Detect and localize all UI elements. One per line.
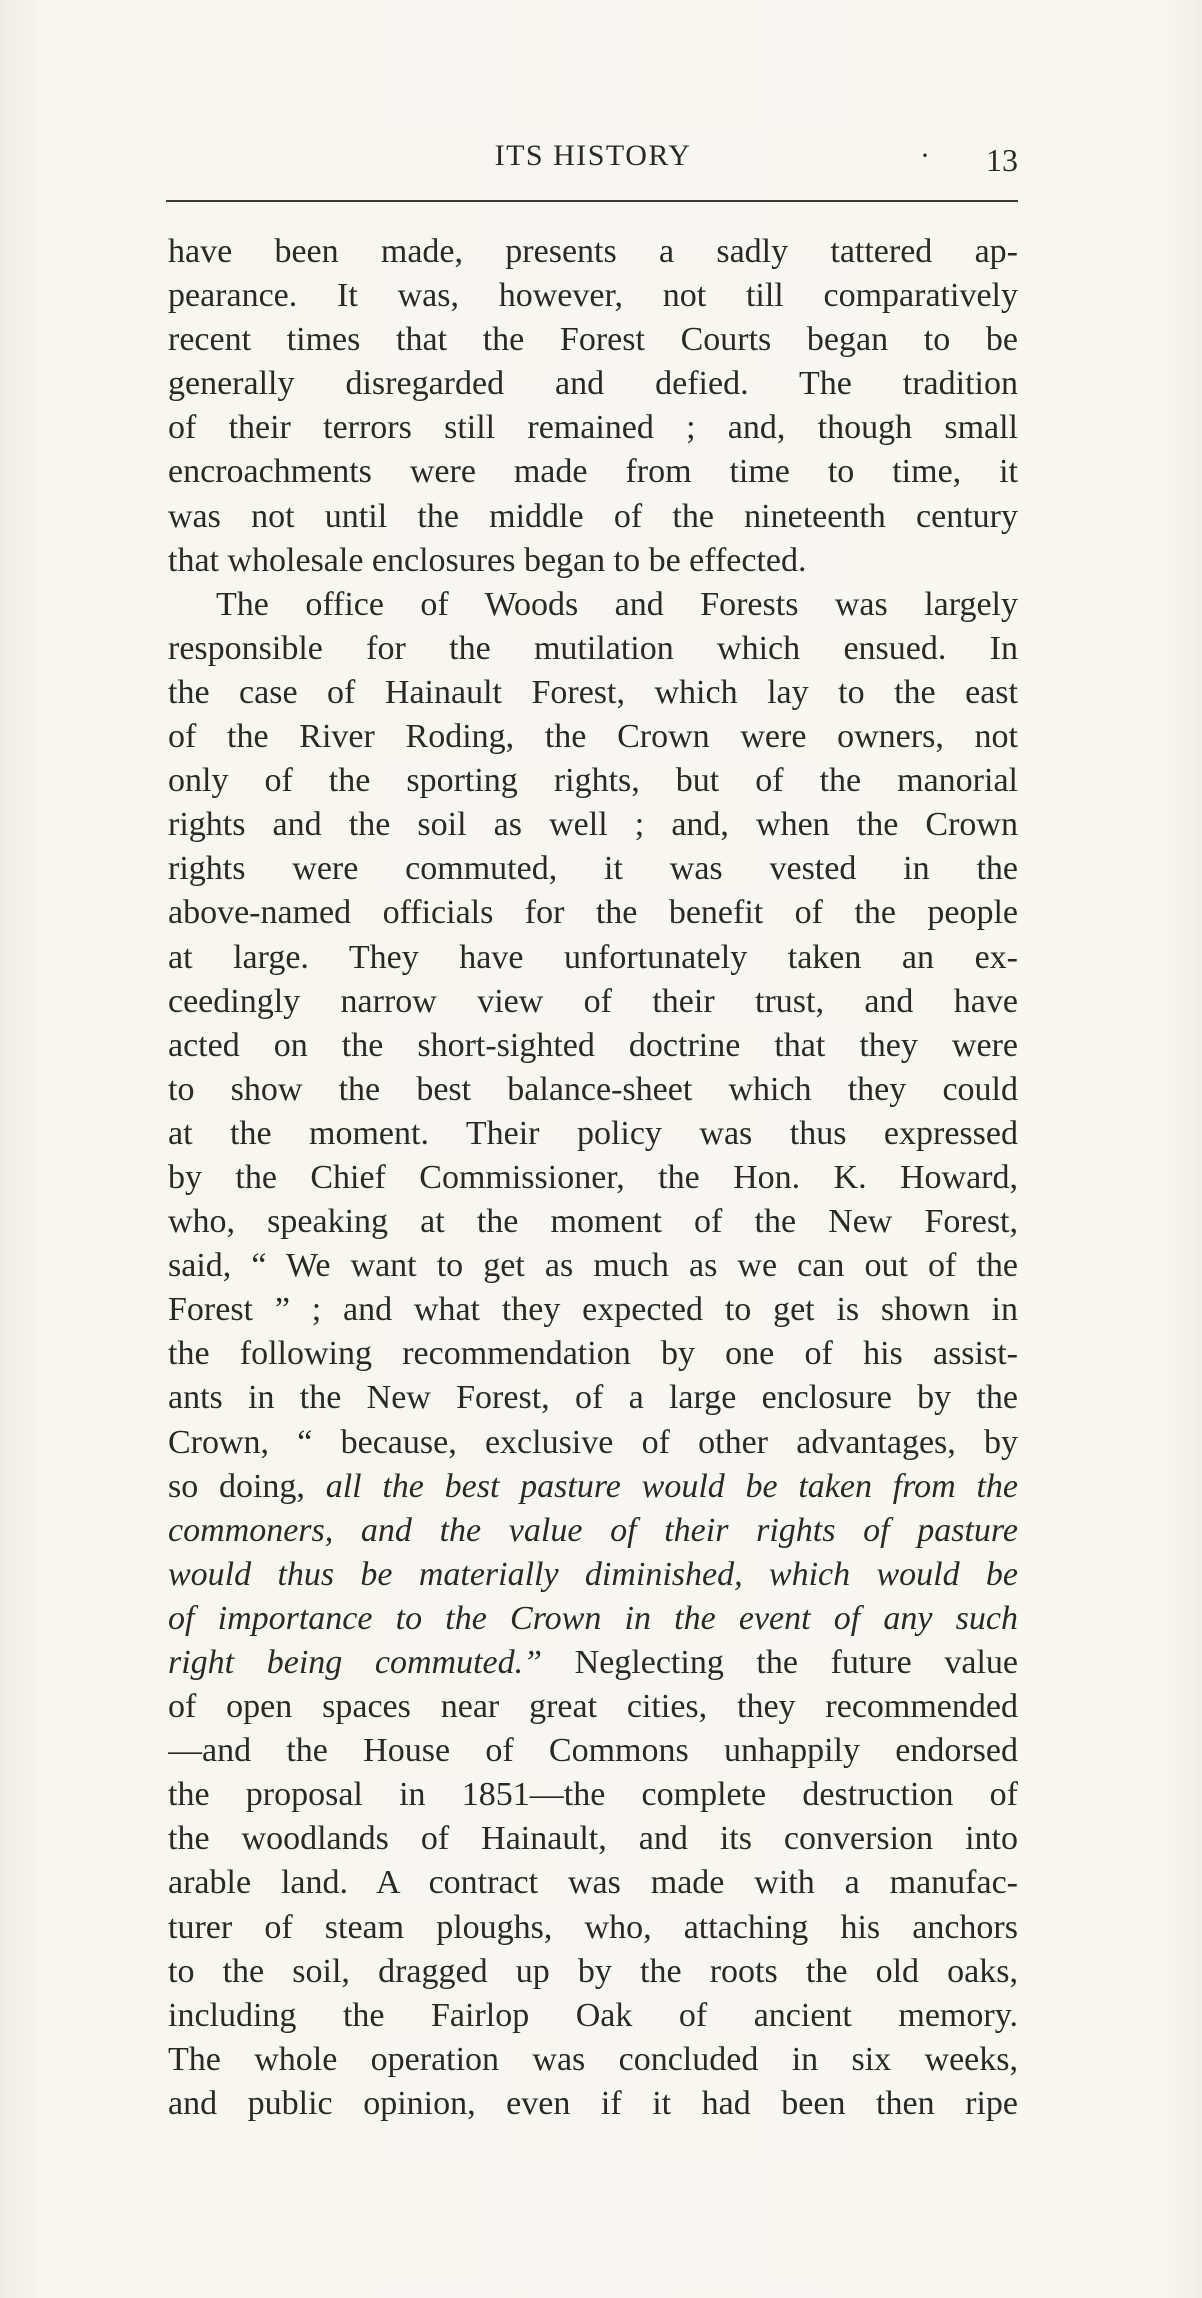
italic-quote: all the best pasture would be taken from the — [325, 1467, 1018, 1505]
text-line: rights were commuted, it was vested in the — [168, 850, 1018, 888]
text-line: The office of Woods and Forests was largely — [216, 585, 1018, 623]
text-fragment: Neglecting the future value — [574, 1644, 1018, 1681]
text-line: of open spaces near great cities, they recommended — [168, 1688, 1018, 1726]
italic-quote: right being commuted.” — [168, 1644, 543, 1681]
text-line-italic — [168, 1509, 1018, 1553]
text-line: at the moment. Their policy was thus expressed — [168, 1114, 1018, 1152]
text-line: Crown, “ because, exclusive of other advantages, by — [168, 1423, 1018, 1461]
text-line-mixed — [168, 1641, 1018, 1685]
text-line-italic — [168, 1553, 1018, 1597]
text-line-mixed — [168, 1465, 1018, 1509]
running-head-title: ITS HISTORY — [494, 139, 692, 172]
text-line: who, speaking at the moment of the New Forest, — [168, 1203, 1018, 1241]
text-line: recent times that the Forest Courts began to be — [168, 321, 1018, 359]
text-line: turer of steam ploughs, who, attaching his anchors — [168, 1908, 1018, 1946]
running-head — [168, 136, 1018, 176]
text-line: was not until the middle of the nineteenth century — [168, 497, 1018, 535]
text-line: ants in the New Forest, of a large enclosure by the — [168, 1379, 1018, 1417]
italic-quote: of importance to the Crown in the event of any such — [168, 1599, 1018, 1637]
text-line: arable land. A contract was made with a manufac- — [168, 1864, 1018, 1902]
running-head-separator: · — [920, 139, 930, 172]
text-line: the case of Hainault Forest, which lay to the east — [168, 673, 1018, 711]
text-line: said, “ We want to get as much as we can out of the — [168, 1247, 1018, 1285]
text-line: —and the House of Commons unhappily endorsed — [168, 1732, 1018, 1770]
text-line: ceedingly narrow view of their trust, and have — [168, 982, 1018, 1020]
text-line: the proposal in 1851—the complete destruction of — [168, 1776, 1018, 1814]
text-line: including the Fairlop Oak of ancient memory. — [168, 1996, 1018, 2034]
text-line-italic — [168, 1597, 1018, 1641]
text-line: to the soil, dragged up by the roots the old oaks, — [168, 1952, 1018, 1990]
text-line: the following recommendation by one of his assist- — [168, 1335, 1018, 1373]
text-line: of their terrors still remained ; and, though small — [168, 409, 1018, 447]
italic-quote: would thus be materially diminished, which would be — [168, 1555, 1018, 1593]
text-line: have been made, presents a sadly tattered ap- — [168, 233, 1018, 270]
text-line: and public opinion, even if it had been then ripe — [168, 2084, 1018, 2122]
text-line: Forest ” ; and what they expected to get is shown in — [168, 1291, 1018, 1329]
text-line: at large. They have unfortunately taken an ex- — [168, 938, 1018, 976]
text-line: acted on the short-sighted doctrine that they were — [168, 1026, 1018, 1064]
text-line: by the Chief Commissioner, the Hon. K. Howard, — [168, 1158, 1018, 1196]
text-line: to show the best balance-sheet which they could — [168, 1070, 1018, 1108]
text-line: encroachments were made from time to time, it — [168, 453, 1018, 491]
text-fragment: so doing, — [168, 1467, 305, 1505]
header-rule — [166, 200, 1018, 202]
text-line: only of the sporting rights, but of the manorial — [168, 762, 1018, 800]
text-line: rights and the soil as well ; and, when the Crown — [168, 806, 1018, 844]
text-line: that wholesale enclosures began to be effected. — [168, 541, 807, 579]
text-line: pearance. It was, however, not till comparatively — [168, 277, 1018, 315]
body-text — [168, 230, 1018, 2126]
text-line: The whole operation was concluded in six weeks, — [168, 2040, 1018, 2078]
text-line: generally disregarded and defied. The tradition — [168, 365, 1018, 403]
text-line: of the River Roding, the Crown were owners, not — [168, 718, 1018, 756]
page-number: 13 — [986, 142, 1018, 178]
text-line: responsible for the mutilation which ensued. In — [168, 629, 1018, 667]
text-line: the woodlands of Hainault, and its conversion into — [168, 1820, 1018, 1858]
italic-quote: commoners, and the value of their rights of pasture — [168, 1511, 1018, 1549]
text-line: above-named officials for the benefit of the people — [168, 894, 1018, 932]
